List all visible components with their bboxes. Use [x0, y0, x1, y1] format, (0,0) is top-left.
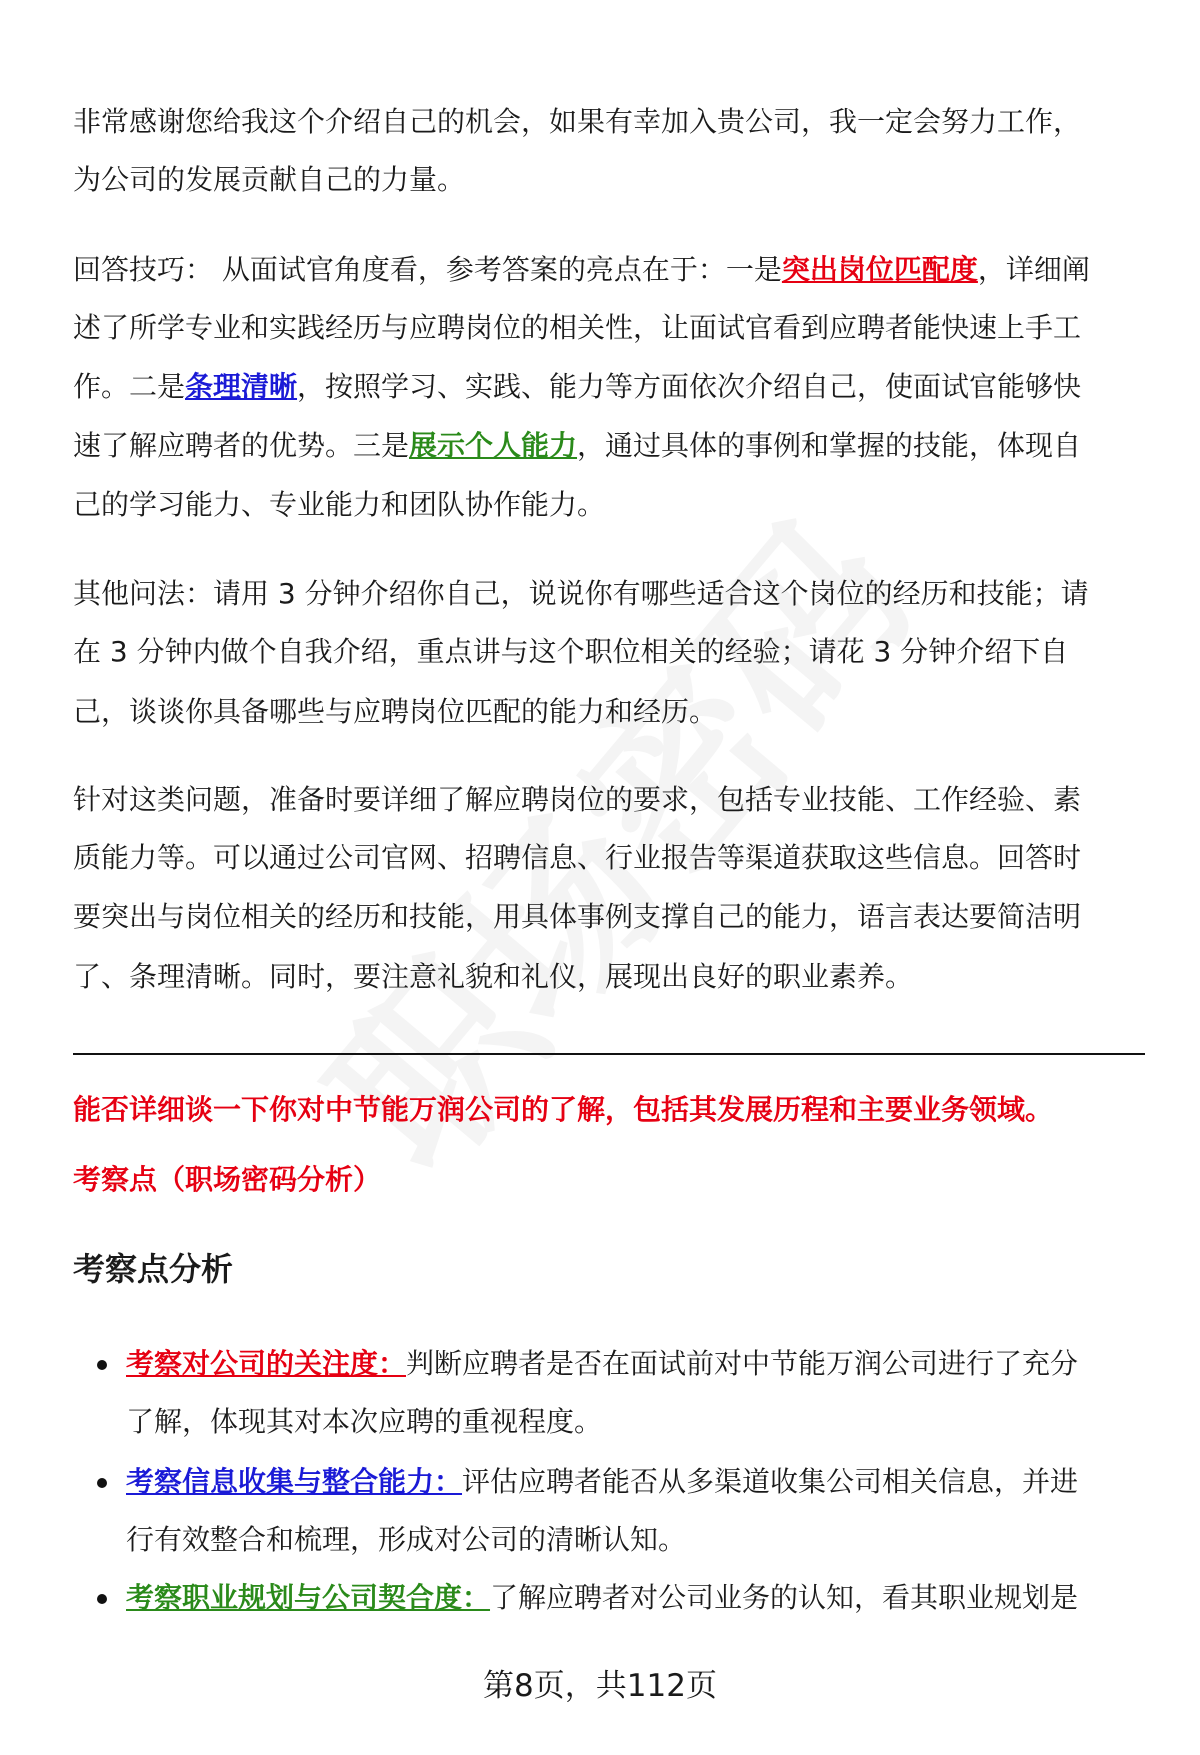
- highlight-text: 考察信息收集与整合能力：: [126, 1465, 463, 1498]
- paragraph-line: [73, 632, 1068, 672]
- body-text: 己，谈谈你具备哪些与应聘岗位匹配的能力和经历。: [73, 695, 718, 728]
- paragraph-line: [73, 250, 1090, 290]
- highlight-text: 考察职业规划与公司契合度：: [126, 1581, 491, 1614]
- paragraph-line: [73, 780, 1081, 820]
- highlight-text: 突出岗位匹配度: [781, 253, 978, 286]
- body-text: 速了解应聘者的优势。三是: [73, 429, 410, 462]
- body-text: ，详细阐: [977, 253, 1090, 286]
- kaochadian-label: 考察点（职场密码分析）: [73, 1163, 382, 1196]
- page-number: 第8页，共112页: [483, 1668, 717, 1704]
- body-text: 非常感谢您给我这个介绍自己的机会，如果有幸加入贵公司，我一定会努力工作，: [73, 105, 1082, 138]
- paragraph-line: [73, 838, 1081, 878]
- paragraph-line: [73, 574, 1089, 614]
- paragraph-line: [73, 692, 717, 732]
- bullet-icon: [97, 1478, 107, 1488]
- highlight-text: 考察对公司的关注度：: [126, 1347, 407, 1380]
- list-item-line: [126, 1344, 1078, 1384]
- body-text: 回答技巧： 从面试官角度看，参考答案的亮点在于：一是: [73, 253, 782, 286]
- paragraph-line: [73, 485, 605, 525]
- body-text: 针对这类问题，准备时要详细了解应聘岗位的要求，包括专业技能、工作经验、素: [73, 783, 1082, 816]
- bullet-icon: [97, 1360, 107, 1370]
- list-item-line: [126, 1462, 1078, 1502]
- body-text: 了、条理清晰。同时，要注意礼貌和礼仪，展现出良好的职业素养。: [73, 960, 914, 993]
- body-text: 在 3 分钟内做个自我介绍，重点讲与这个职位相关的经验；请花 3 分钟介绍下自: [73, 635, 1069, 668]
- body-text: ，按照学习、实践、能力等方面依次介绍自己，使面试官能够快: [297, 370, 1082, 403]
- body-text: 判断应聘者是否在面试前对中节能万润公司进行了充分: [406, 1347, 1079, 1380]
- highlight-text: 展示个人能力: [409, 429, 578, 462]
- bullet-icon: [97, 1594, 107, 1604]
- question-title: 能否详细谈一下你对中节能万润公司的了解，包括其发展历程和主要业务领域。: [73, 1093, 1054, 1126]
- body-text: 为公司的发展贡献自己的力量。: [73, 163, 466, 196]
- analysis-heading: 考察点分析: [73, 1250, 234, 1288]
- body-text: 要突出与岗位相关的经历和技能，用具体事例支撑自己的能力，语言表达要简洁明: [73, 900, 1082, 933]
- body-text: ，通过具体的事例和掌握的技能，体现自: [577, 429, 1082, 462]
- paragraph-line: [73, 426, 1081, 466]
- body-text: 了解，体现其对本次应聘的重视程度。: [126, 1405, 603, 1438]
- paragraph-line: [73, 367, 1081, 407]
- list-item-line: [126, 1402, 602, 1442]
- body-text: 其他问法：请用 3 分钟介绍你自己，说说你有哪些适合这个岗位的经历和技能；请: [73, 577, 1089, 610]
- body-text: 评估应聘者能否从多渠道收集公司相关信息，并进: [462, 1465, 1079, 1498]
- body-text: 己的学习能力、专业能力和团队协作能力。: [73, 488, 606, 521]
- paragraph-line: [73, 957, 913, 997]
- paragraph-line: [73, 308, 1081, 348]
- list-item-line: [126, 1578, 1078, 1618]
- paragraph-line: [73, 102, 1081, 142]
- paragraph-line: [73, 897, 1081, 937]
- paragraph-line: [73, 160, 465, 200]
- body-text: 质能力等。可以通过公司官网、招聘信息、行业报告等渠道获取这些信息。回答时: [73, 841, 1082, 874]
- body-text: 行有效整合和梳理，形成对公司的清晰认知。: [126, 1523, 687, 1556]
- body-text: 作。二是: [73, 370, 186, 403]
- body-text: 述了所学专业和实践经历与应聘岗位的相关性，让面试官看到应聘者能快速上手工: [73, 311, 1082, 344]
- list-item-line: [126, 1520, 686, 1560]
- body-text: 了解应聘者对公司业务的认知，看其职业规划是: [490, 1581, 1079, 1614]
- highlight-text: 条理清晰: [185, 370, 298, 403]
- section-divider: [73, 1053, 1145, 1055]
